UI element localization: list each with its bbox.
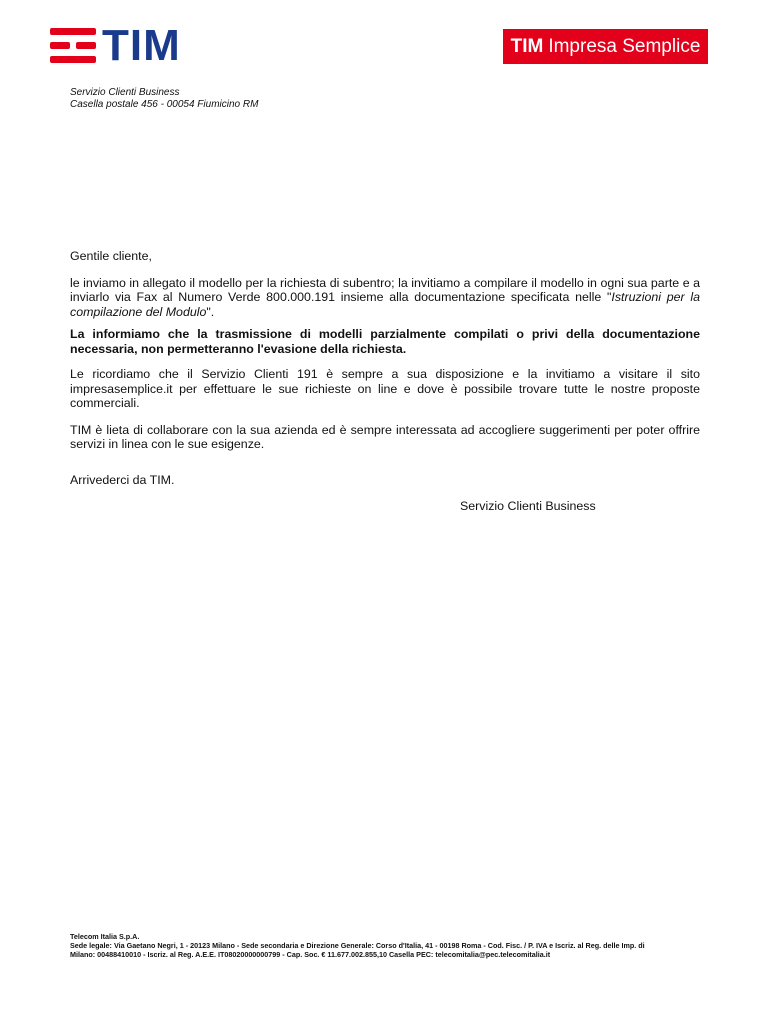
- tim-brand-icon: [50, 28, 96, 64]
- instructions-title: Istruzioni per la compilazione del Modulo: [70, 290, 700, 319]
- sender-address: [70, 87, 258, 111]
- paragraph-instructions-text: le inviamo in allegato il modello per la richiesta di subentro; la invitiamo a compilare il modello in ogni sua parte e a inviarlo via Fax al Numero Verde 800.000.191 insieme alla documentazione specificata nelle ": [70, 275, 700, 304]
- closing: Arrivederci da TIM.: [70, 472, 175, 487]
- greeting: Gentile cliente,: [70, 249, 152, 263]
- badge-brand: TIM: [510, 35, 544, 57]
- sender-line-1: Servizio Clienti Business: [70, 87, 180, 98]
- impresa-semplice-badge: [503, 29, 708, 64]
- paragraph-customer-service: Le ricordiamo che il Servizio Clienti 191 è sempre a sua disposizione e la invitiamo a visitare il sito impresasemplice.it per effettuare le sue richieste on line e dove è possibile trovare tutte le nostre proposte commerciali.: [70, 367, 700, 410]
- paragraph-instructions-end: ".: [206, 304, 215, 319]
- tim-logo: [50, 21, 181, 70]
- footer-line-2: Sede legale: Via Gaetano Negri, 1 - 20123 Milano - Sede secondaria e Direzione Generale: Corso d'Italia, 41 - 00198 Roma - Cod. Fisc. / P. IVA e Iscriz. al Reg. delle Imp. di: [70, 941, 645, 950]
- legal-footer: [70, 932, 710, 959]
- footer-line-3: Milano: 00488410010 - Iscriz. al Reg. A.E.E. IT08020000000799 - Cap. Soc. € 11.677.002.855,10 Casella PEC: telecomitalia@pec.telecomitalia.it: [70, 950, 551, 959]
- signature: Servizio Clienti Business: [460, 499, 596, 513]
- badge-text: Impresa Semplice: [548, 35, 701, 57]
- sender-line-2: Casella postale 456 - 00054 Fiumicino RM: [70, 99, 259, 110]
- letter-body: [70, 249, 700, 514]
- paragraph-collaboration: TIM è lieta di collaborare con la sua azienda ed è sempre interessata ad accogliere suggerimenti per poter offrire servizi in linea con le sue esigenze.: [70, 422, 700, 451]
- warning-paragraph: La informiamo che la trasmissione di modelli parzialmente compilati o privi della documentazione necessaria, non permetteranno l'evasione della richiesta.: [70, 327, 700, 356]
- paragraph-instructions: [70, 276, 700, 320]
- footer-line-1: Telecom Italia S.p.A.: [70, 932, 140, 941]
- tim-logo-text: TIM: [102, 21, 181, 70]
